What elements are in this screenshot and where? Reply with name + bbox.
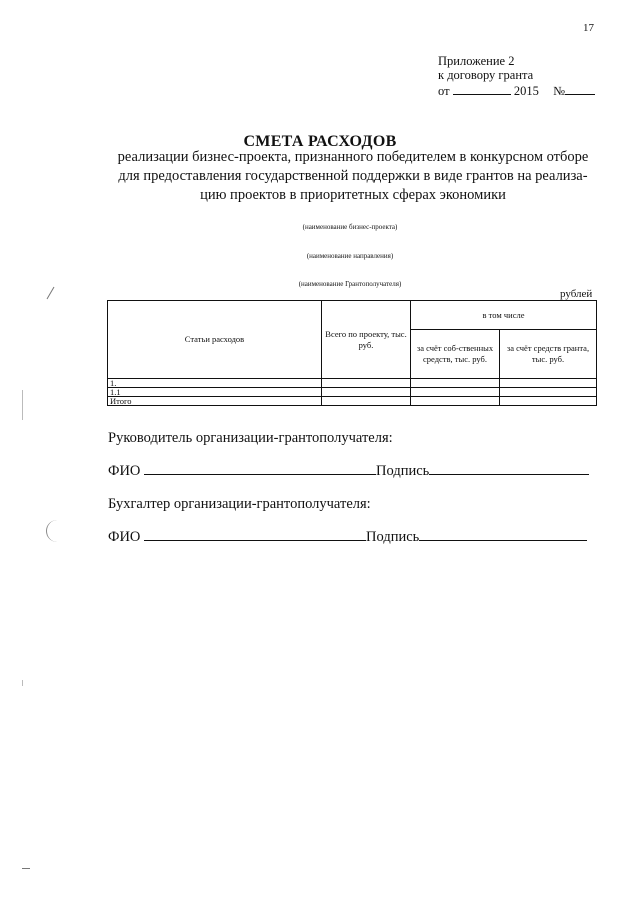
head-fio-blank[interactable] [144,462,376,475]
budget-table [107,300,597,406]
cell-total[interactable] [322,397,411,406]
cell-total[interactable] [322,388,411,397]
hint-project-name: (наименование бизнес-проекта) [302,223,398,231]
header-cost-items: Статьи расходов [108,301,322,379]
fio-label: ФИО [108,529,141,545]
scan-mark [22,390,23,420]
appendix-header [438,54,595,98]
date-prefix: от [438,84,450,98]
head-fio-line [108,462,589,480]
header-grant-funds: за счёт средств гранта, тыс. руб. [500,330,597,379]
date-blank[interactable] [453,82,511,95]
hint-grantee-name: (наименование Грантополучателя) [298,280,402,288]
scan-mark [46,520,61,542]
fio-label: ФИО [108,463,141,479]
accountant-fio-blank[interactable] [144,528,366,541]
head-signature-blank[interactable] [429,462,589,475]
signature-label: Подпись [376,463,430,479]
number-prefix: № [553,84,565,98]
row-label: 1.1 [108,388,322,397]
cell-grant[interactable] [500,397,597,406]
cell-own[interactable] [411,388,500,397]
cell-grant[interactable] [500,379,597,388]
hint-direction-name: (наименование направления) [306,252,394,260]
appendix-line-1: Приложение 2 [438,54,515,68]
head-signature-label: Руководитель организации-грантополучателя: [108,430,393,446]
year: 2015 [513,84,539,98]
cell-total[interactable] [322,379,411,388]
header-including: в том числе [411,301,597,330]
accountant-fio-line [108,528,587,546]
scan-mark [22,868,30,869]
table-header-row [108,301,597,330]
header-total: Всего по проекту, тыс. руб. [322,301,411,379]
scan-mark [22,680,23,686]
row-label: Итого [108,397,322,406]
table-row [108,388,597,397]
number-blank[interactable] [565,82,595,95]
header-own-funds: за счёт соб-ственных средств, тыс. руб. [411,330,500,379]
page-number: 17 [583,22,594,34]
document-subtitle: реализации бизнес-проекта, признанного победителем в конкурсном отборе для предоставления государственной поддержки в виде грантов на реализа-цию проектов в приоритетных сферах экономики [117,149,589,203]
signature-label: Подпись [366,529,420,545]
cell-own[interactable] [411,379,500,388]
row-label: 1. [108,379,322,388]
appendix-line-2: к договору гранта [438,68,534,82]
accountant-signature-label: Бухгалтер организации-грантополучателя: [108,496,371,512]
scan-mark [47,287,55,300]
table-row [108,397,597,406]
table-row [108,379,597,388]
cell-own[interactable] [411,397,500,406]
accountant-signature-blank[interactable] [419,528,587,541]
appendix-date-line [438,82,595,98]
currency-note: рублей [560,288,593,300]
cell-grant[interactable] [500,388,597,397]
document-title: СМЕТА РАСХОДОВ [243,133,397,150]
